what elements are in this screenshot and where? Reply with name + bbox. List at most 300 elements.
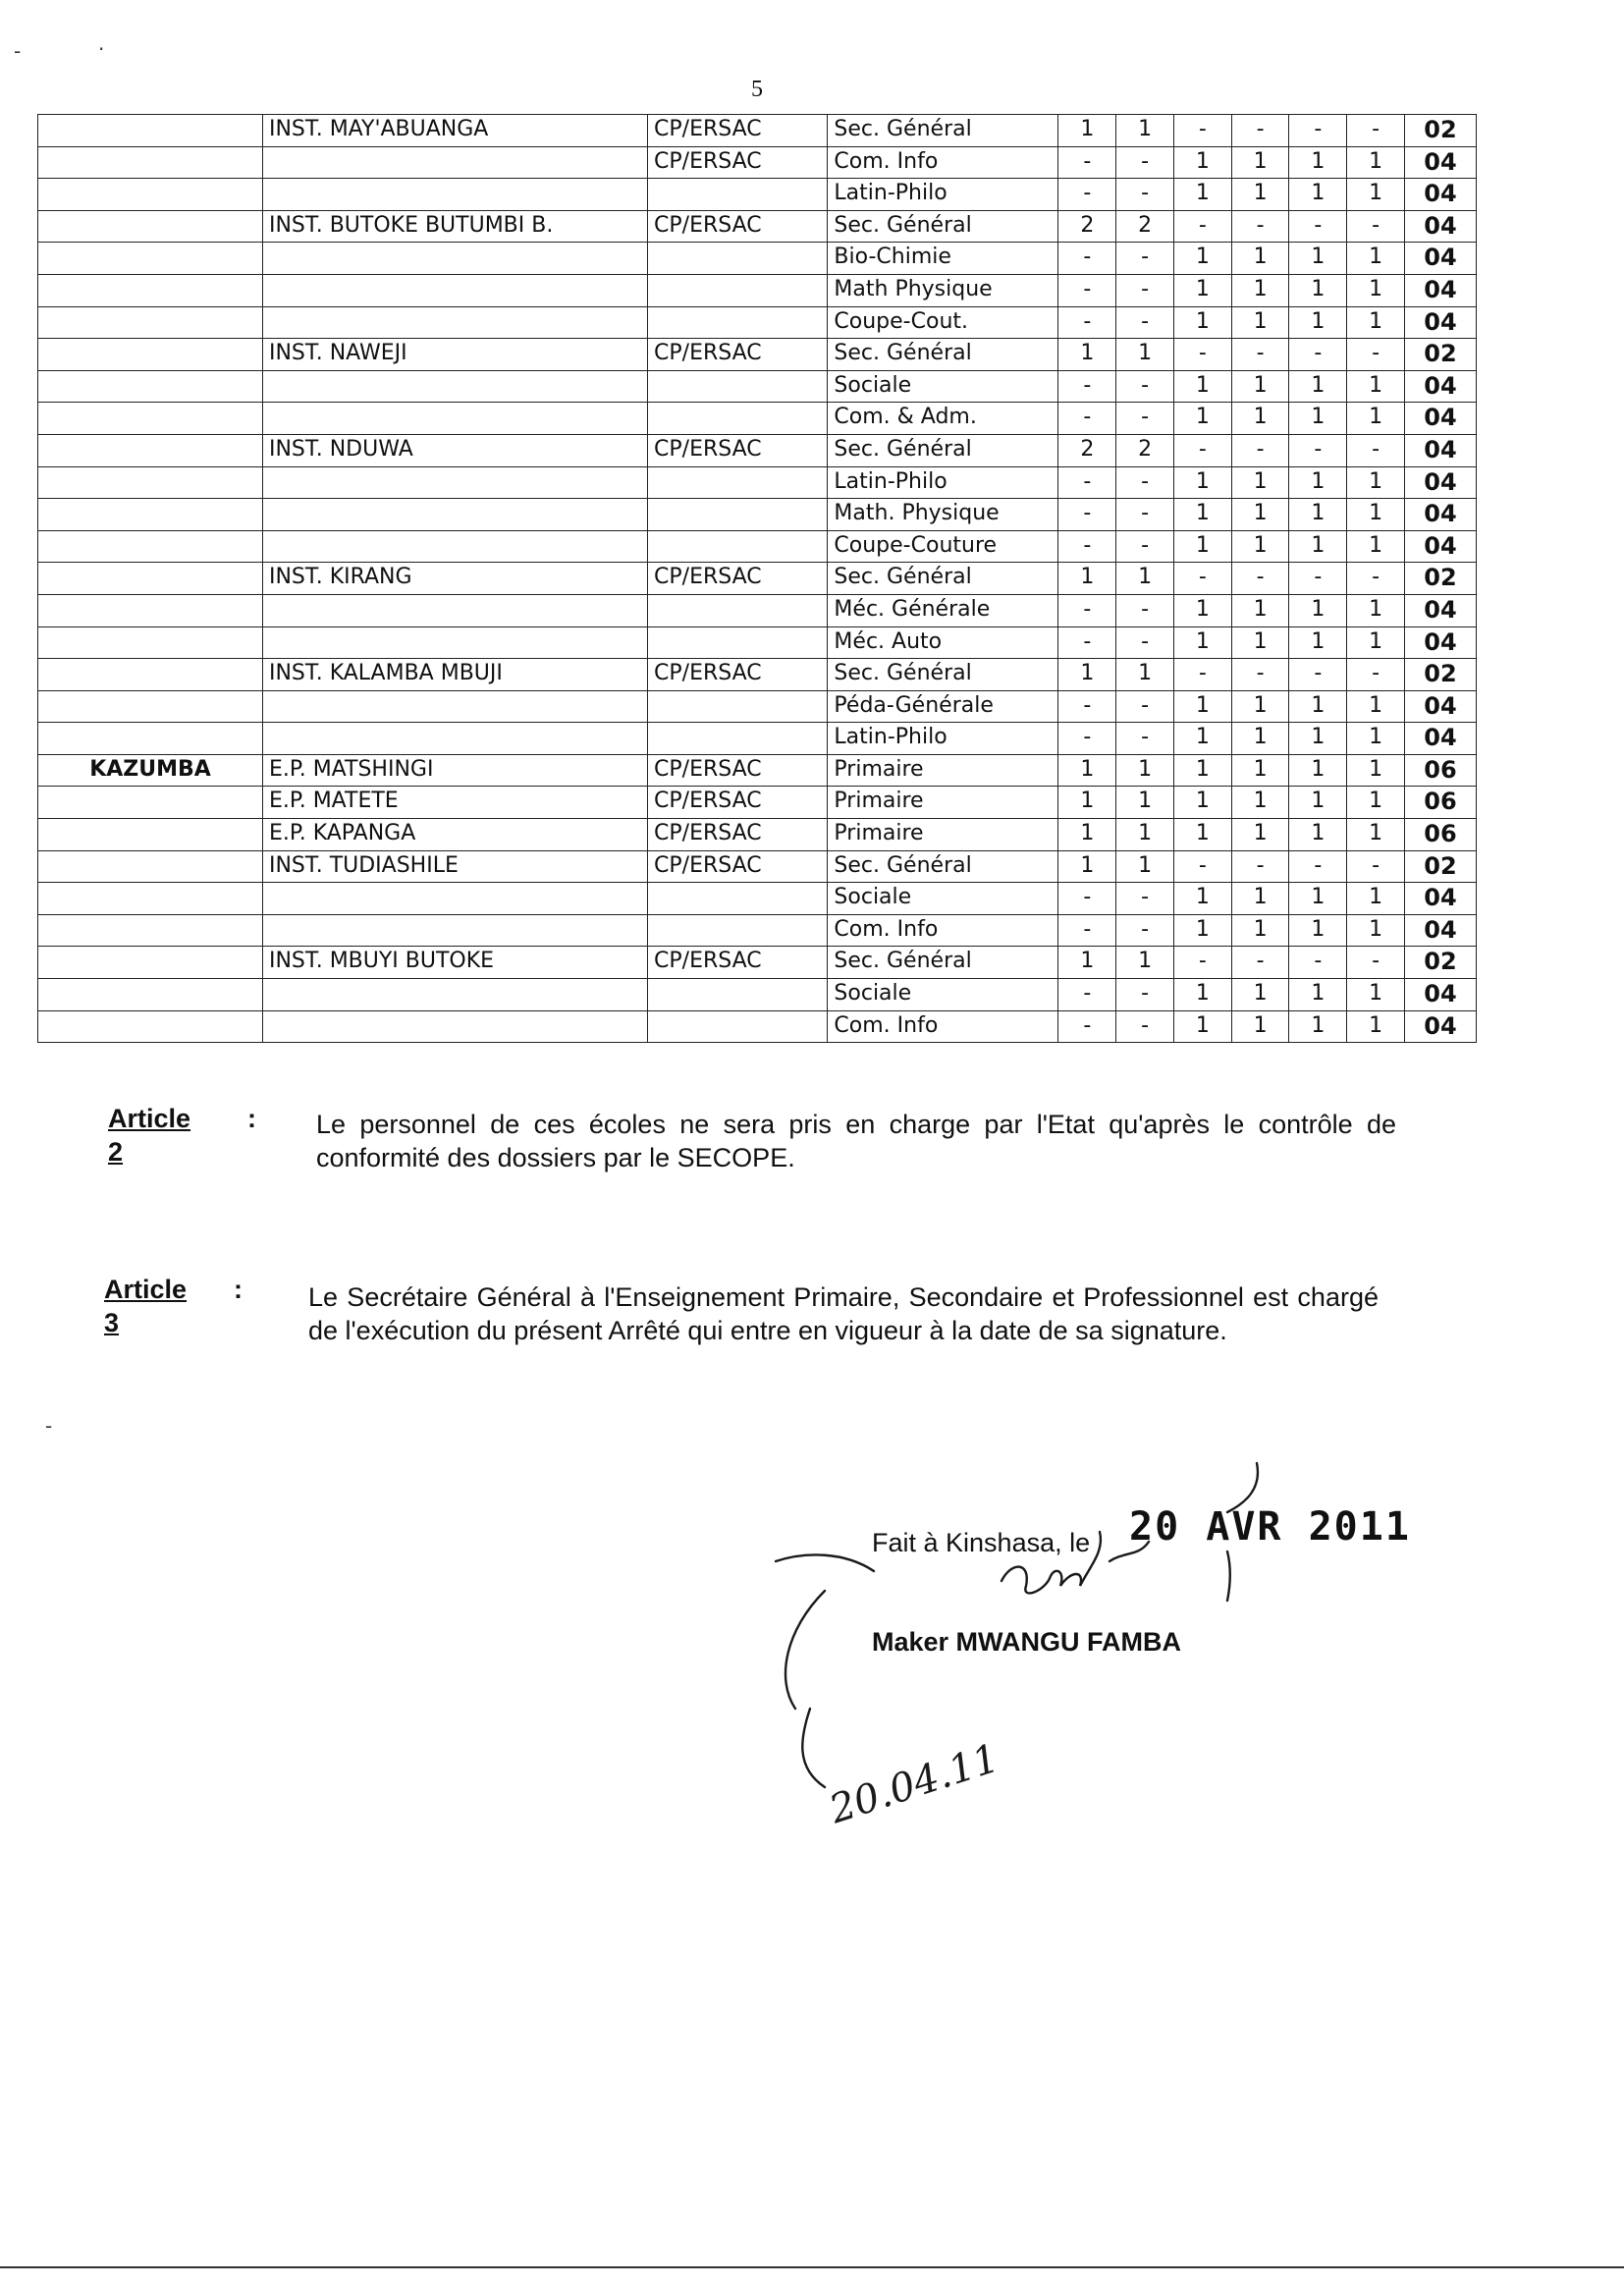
cell-c4: 1 [1231, 306, 1289, 339]
cell-c3: 1 [1173, 754, 1231, 787]
cell-region [38, 659, 263, 691]
cell-total: 04 [1404, 274, 1476, 306]
cell-c3: - [1173, 947, 1231, 979]
cell-total: 04 [1404, 403, 1476, 435]
cell-c2: - [1116, 626, 1174, 659]
cell-school: INST. MBUYI BUTOKE [262, 947, 647, 979]
cell-c5: 1 [1289, 179, 1347, 211]
table-row [38, 339, 1477, 371]
cell-school [262, 914, 647, 947]
cell-c3: 1 [1173, 530, 1231, 563]
cell-total: 02 [1404, 115, 1476, 147]
cell-c6: 1 [1347, 819, 1405, 851]
cell-section: Sec. Général [828, 339, 1058, 371]
cell-c1: - [1058, 690, 1116, 723]
cell-c4: - [1231, 115, 1289, 147]
cell-c1: - [1058, 306, 1116, 339]
cell-c3: 1 [1173, 370, 1231, 403]
bottom-rule [0, 2266, 1624, 2268]
cell-section: Sec. Général [828, 434, 1058, 466]
cell-regime [648, 466, 828, 499]
cell-total: 04 [1404, 210, 1476, 243]
cell-c5: 1 [1289, 979, 1347, 1011]
cell-regime [648, 883, 828, 915]
cell-c2: - [1116, 1010, 1174, 1043]
cell-section: Math Physique [828, 274, 1058, 306]
cell-c2: - [1116, 370, 1174, 403]
table-row [38, 947, 1477, 979]
cell-c2: - [1116, 914, 1174, 947]
cell-regime [648, 1010, 828, 1043]
cell-total: 04 [1404, 243, 1476, 275]
cell-total: 04 [1404, 690, 1476, 723]
cell-region [38, 1010, 263, 1043]
cell-c6: - [1347, 659, 1405, 691]
table-row [38, 370, 1477, 403]
cell-section: Bio-Chimie [828, 243, 1058, 275]
table-row [38, 626, 1477, 659]
cell-regime [648, 370, 828, 403]
table-row [38, 1010, 1477, 1043]
cell-c3: 1 [1173, 594, 1231, 626]
cell-regime: CP/ERSAC [648, 210, 828, 243]
cell-region [38, 850, 263, 883]
cell-section: Sec. Général [828, 947, 1058, 979]
cell-region [38, 690, 263, 723]
article-colon: : [234, 1275, 243, 1304]
table-row [38, 787, 1477, 819]
cell-c1: - [1058, 979, 1116, 1011]
scan-mark: - [45, 1414, 53, 1438]
cell-c1: - [1058, 370, 1116, 403]
cell-c1: 2 [1058, 434, 1116, 466]
cell-c4: 1 [1231, 243, 1289, 275]
cell-section: Latin-Philo [828, 179, 1058, 211]
cell-section: Sec. Général [828, 659, 1058, 691]
cell-c4: - [1231, 434, 1289, 466]
cell-c3: - [1173, 434, 1231, 466]
cell-region [38, 914, 263, 947]
cell-school [262, 626, 647, 659]
cell-total: 04 [1404, 1010, 1476, 1043]
cell-c6: 1 [1347, 243, 1405, 275]
schools-table [37, 114, 1477, 1043]
cell-c4: 1 [1231, 1010, 1289, 1043]
cell-c6: - [1347, 339, 1405, 371]
place-line: Fait à Kinshasa, le [872, 1528, 1091, 1557]
cell-c5: 1 [1289, 306, 1347, 339]
cell-region [38, 146, 263, 179]
cell-regime [648, 306, 828, 339]
cell-c4: - [1231, 659, 1289, 691]
cell-total: 02 [1404, 563, 1476, 595]
cell-school: INST. MAY'ABUANGA [262, 115, 647, 147]
cell-region [38, 979, 263, 1011]
cell-c6: 1 [1347, 370, 1405, 403]
cell-c5: 1 [1289, 499, 1347, 531]
cell-school: INST. TUDIASHILE [262, 850, 647, 883]
table-row [38, 179, 1477, 211]
cell-c6: 1 [1347, 914, 1405, 947]
cell-c3: 1 [1173, 179, 1231, 211]
table-row [38, 146, 1477, 179]
cell-c3: 1 [1173, 274, 1231, 306]
cell-total: 04 [1404, 914, 1476, 947]
table-row [38, 723, 1477, 755]
table-row [38, 115, 1477, 147]
cell-c2: 1 [1116, 754, 1174, 787]
cell-c1: - [1058, 243, 1116, 275]
cell-section: Math. Physique [828, 499, 1058, 531]
cell-c1: - [1058, 626, 1116, 659]
cell-c4: 1 [1231, 403, 1289, 435]
page-number: 5 [751, 77, 763, 102]
cell-region [38, 403, 263, 435]
cell-regime [648, 403, 828, 435]
cell-region [38, 243, 263, 275]
table-row [38, 274, 1477, 306]
cell-c5: 1 [1289, 787, 1347, 819]
cell-c2: - [1116, 530, 1174, 563]
cell-c6: 1 [1347, 754, 1405, 787]
cell-c6: 1 [1347, 723, 1405, 755]
cell-school [262, 499, 647, 531]
cell-c1: - [1058, 530, 1116, 563]
cell-c1: 1 [1058, 339, 1116, 371]
cell-c4: - [1231, 210, 1289, 243]
cell-c3: - [1173, 563, 1231, 595]
cell-c1: 1 [1058, 754, 1116, 787]
cell-c5: 1 [1289, 594, 1347, 626]
table-row [38, 466, 1477, 499]
article-label: Article 3 [104, 1275, 188, 1337]
cell-c5: 1 [1289, 146, 1347, 179]
cell-school [262, 1010, 647, 1043]
cell-c1: - [1058, 1010, 1116, 1043]
cell-c4: 1 [1231, 626, 1289, 659]
cell-section: Sociale [828, 883, 1058, 915]
cell-c5: 1 [1289, 466, 1347, 499]
cell-c1: - [1058, 883, 1116, 915]
table-row [38, 883, 1477, 915]
cell-c2: - [1116, 723, 1174, 755]
cell-c3: 1 [1173, 306, 1231, 339]
table-row [38, 499, 1477, 531]
cell-school [262, 530, 647, 563]
cell-region [38, 530, 263, 563]
cell-c4: 1 [1231, 690, 1289, 723]
cell-regime [648, 723, 828, 755]
cell-c1: - [1058, 466, 1116, 499]
cell-regime [648, 243, 828, 275]
cell-c2: - [1116, 403, 1174, 435]
cell-section: Com. Info [828, 914, 1058, 947]
cell-region: KAZUMBA [38, 754, 263, 787]
cell-regime: CP/ERSAC [648, 947, 828, 979]
scan-mark: - [14, 39, 22, 63]
cell-region [38, 274, 263, 306]
cell-c3: 1 [1173, 146, 1231, 179]
cell-c6: 1 [1347, 979, 1405, 1011]
cell-school [262, 690, 647, 723]
cell-c3: 1 [1173, 466, 1231, 499]
cell-school: E.P. MATSHINGI [262, 754, 647, 787]
cell-c5: 1 [1289, 883, 1347, 915]
cell-c6: 1 [1347, 530, 1405, 563]
cell-c4: - [1231, 947, 1289, 979]
cell-c3: - [1173, 850, 1231, 883]
cell-total: 06 [1404, 819, 1476, 851]
table-row [38, 754, 1477, 787]
cell-regime: CP/ERSAC [648, 115, 828, 147]
cell-total: 04 [1404, 434, 1476, 466]
cell-regime [648, 626, 828, 659]
cell-c6: 1 [1347, 690, 1405, 723]
cell-c4: - [1231, 339, 1289, 371]
cell-c6: 1 [1347, 787, 1405, 819]
cell-c3: 1 [1173, 1010, 1231, 1043]
cell-total: 02 [1404, 659, 1476, 691]
cell-total: 04 [1404, 883, 1476, 915]
cell-c6: 1 [1347, 466, 1405, 499]
cell-c3: 1 [1173, 243, 1231, 275]
table-row [38, 819, 1477, 851]
table-row [38, 914, 1477, 947]
cell-c6: 1 [1347, 146, 1405, 179]
cell-total: 04 [1404, 306, 1476, 339]
cell-c6: 1 [1347, 1010, 1405, 1043]
cell-c5: - [1289, 434, 1347, 466]
cell-c5: 1 [1289, 530, 1347, 563]
table-row [38, 659, 1477, 691]
cell-c5: - [1289, 850, 1347, 883]
date-stamp: 20 AVR 2011 [1129, 1504, 1411, 1550]
cell-c1: 2 [1058, 210, 1116, 243]
handwritten-date: 20.04.11 [824, 1735, 1005, 1833]
cell-c4: 1 [1231, 146, 1289, 179]
cell-school: INST. NAWEJI [262, 339, 647, 371]
cell-school [262, 403, 647, 435]
cell-c2: - [1116, 883, 1174, 915]
cell-c2: 1 [1116, 787, 1174, 819]
cell-section: Coupe-Cout. [828, 306, 1058, 339]
cell-c1: 1 [1058, 115, 1116, 147]
cell-c4: 1 [1231, 370, 1289, 403]
cell-c2: 2 [1116, 434, 1174, 466]
cell-school [262, 883, 647, 915]
cell-c5: - [1289, 659, 1347, 691]
cell-regime: CP/ERSAC [648, 339, 828, 371]
cell-c4: 1 [1231, 466, 1289, 499]
cell-c1: - [1058, 403, 1116, 435]
scan-mark: . [98, 31, 105, 55]
cell-section: Sec. Général [828, 210, 1058, 243]
cell-c3: - [1173, 115, 1231, 147]
cell-region [38, 594, 263, 626]
cell-c6: 1 [1347, 594, 1405, 626]
cell-c1: 1 [1058, 819, 1116, 851]
cell-school: E.P. KAPANGA [262, 819, 647, 851]
cell-regime [648, 914, 828, 947]
cell-c2: 1 [1116, 819, 1174, 851]
cell-c3: 1 [1173, 499, 1231, 531]
cell-c1: 1 [1058, 659, 1116, 691]
cell-c5: 1 [1289, 819, 1347, 851]
cell-c2: 1 [1116, 659, 1174, 691]
cell-c2: 1 [1116, 563, 1174, 595]
cell-school [262, 243, 647, 275]
cell-total: 04 [1404, 146, 1476, 179]
cell-section: Primaire [828, 819, 1058, 851]
cell-school [262, 723, 647, 755]
cell-section: Com. & Adm. [828, 403, 1058, 435]
cell-section: Méc. Auto [828, 626, 1058, 659]
cell-school [262, 274, 647, 306]
cell-c2: - [1116, 979, 1174, 1011]
cell-c4: 1 [1231, 594, 1289, 626]
cell-c4: - [1231, 563, 1289, 595]
cell-region [38, 626, 263, 659]
cell-c6: 1 [1347, 179, 1405, 211]
cell-c3: - [1173, 339, 1231, 371]
cell-regime [648, 274, 828, 306]
cell-c1: 1 [1058, 850, 1116, 883]
cell-total: 04 [1404, 530, 1476, 563]
signer-name: Maker MWANGU FAMBA [872, 1627, 1182, 1657]
cell-regime: CP/ERSAC [648, 850, 828, 883]
cell-c5: 1 [1289, 370, 1347, 403]
cell-regime: CP/ERSAC [648, 754, 828, 787]
cell-c4: 1 [1231, 530, 1289, 563]
cell-c3: 1 [1173, 723, 1231, 755]
cell-region [38, 723, 263, 755]
cell-c3: 1 [1173, 626, 1231, 659]
cell-c2: 1 [1116, 339, 1174, 371]
cell-school [262, 466, 647, 499]
cell-c1: - [1058, 146, 1116, 179]
cell-region [38, 434, 263, 466]
cell-region [38, 306, 263, 339]
cell-c3: 1 [1173, 883, 1231, 915]
cell-total: 04 [1404, 626, 1476, 659]
cell-c6: 1 [1347, 403, 1405, 435]
table-row [38, 210, 1477, 243]
cell-section: Latin-Philo [828, 466, 1058, 499]
cell-c4: - [1231, 850, 1289, 883]
cell-school: INST. KALAMBA MBUJI [262, 659, 647, 691]
cell-c6: - [1347, 434, 1405, 466]
article-label: Article 2 [108, 1104, 191, 1167]
cell-section: Primaire [828, 754, 1058, 787]
cell-c5: 1 [1289, 754, 1347, 787]
cell-total: 04 [1404, 499, 1476, 531]
cell-region [38, 466, 263, 499]
cell-c3: 1 [1173, 403, 1231, 435]
cell-section: Sec. Général [828, 563, 1058, 595]
cell-c5: 1 [1289, 274, 1347, 306]
cell-c4: 1 [1231, 787, 1289, 819]
cell-c5: - [1289, 947, 1347, 979]
cell-c2: 1 [1116, 850, 1174, 883]
cell-section: Sociale [828, 979, 1058, 1011]
cell-total: 04 [1404, 466, 1476, 499]
cell-c5: - [1289, 115, 1347, 147]
cell-c6: 1 [1347, 499, 1405, 531]
cell-c2: - [1116, 179, 1174, 211]
cell-c4: 1 [1231, 274, 1289, 306]
cell-region [38, 370, 263, 403]
cell-c2: 1 [1116, 947, 1174, 979]
cell-c4: 1 [1231, 179, 1289, 211]
cell-total: 04 [1404, 179, 1476, 211]
cell-total: 04 [1404, 723, 1476, 755]
cell-section: Sec. Général [828, 115, 1058, 147]
cell-c2: - [1116, 594, 1174, 626]
cell-c5: 1 [1289, 243, 1347, 275]
cell-c3: - [1173, 659, 1231, 691]
cell-section: Latin-Philo [828, 723, 1058, 755]
cell-c5: 1 [1289, 690, 1347, 723]
cell-region [38, 179, 263, 211]
cell-school: INST. KIRANG [262, 563, 647, 595]
cell-school [262, 179, 647, 211]
cell-regime [648, 594, 828, 626]
cell-c5: 1 [1289, 626, 1347, 659]
table-row [38, 243, 1477, 275]
cell-school: INST. NDUWA [262, 434, 647, 466]
table-row [38, 563, 1477, 595]
cell-school: E.P. MATETE [262, 787, 647, 819]
table-row [38, 850, 1477, 883]
cell-regime [648, 179, 828, 211]
table-row [38, 306, 1477, 339]
cell-c4: 1 [1231, 499, 1289, 531]
cell-c2: - [1116, 243, 1174, 275]
cell-regime: CP/ERSAC [648, 819, 828, 851]
cell-regime [648, 979, 828, 1011]
cell-regime [648, 499, 828, 531]
cell-total: 06 [1404, 787, 1476, 819]
table-row [38, 979, 1477, 1011]
cell-c2: - [1116, 690, 1174, 723]
cell-c3: 1 [1173, 914, 1231, 947]
cell-c2: - [1116, 499, 1174, 531]
cell-c3: 1 [1173, 819, 1231, 851]
cell-c1: 1 [1058, 563, 1116, 595]
cell-school [262, 979, 647, 1011]
cell-total: 04 [1404, 370, 1476, 403]
cell-c6: - [1347, 210, 1405, 243]
cell-c6: 1 [1347, 626, 1405, 659]
cell-c5: - [1289, 210, 1347, 243]
cell-section: Primaire [828, 787, 1058, 819]
cell-c1: - [1058, 914, 1116, 947]
cell-c3: - [1173, 210, 1231, 243]
cell-total: 02 [1404, 947, 1476, 979]
cell-total: 06 [1404, 754, 1476, 787]
cell-region [38, 947, 263, 979]
cell-c6: 1 [1347, 306, 1405, 339]
cell-c1: 1 [1058, 787, 1116, 819]
cell-school [262, 306, 647, 339]
cell-c1: - [1058, 594, 1116, 626]
cell-c6: - [1347, 850, 1405, 883]
cell-school [262, 370, 647, 403]
cell-c4: 1 [1231, 914, 1289, 947]
cell-regime: CP/ERSAC [648, 563, 828, 595]
table-row [38, 434, 1477, 466]
cell-region [38, 563, 263, 595]
